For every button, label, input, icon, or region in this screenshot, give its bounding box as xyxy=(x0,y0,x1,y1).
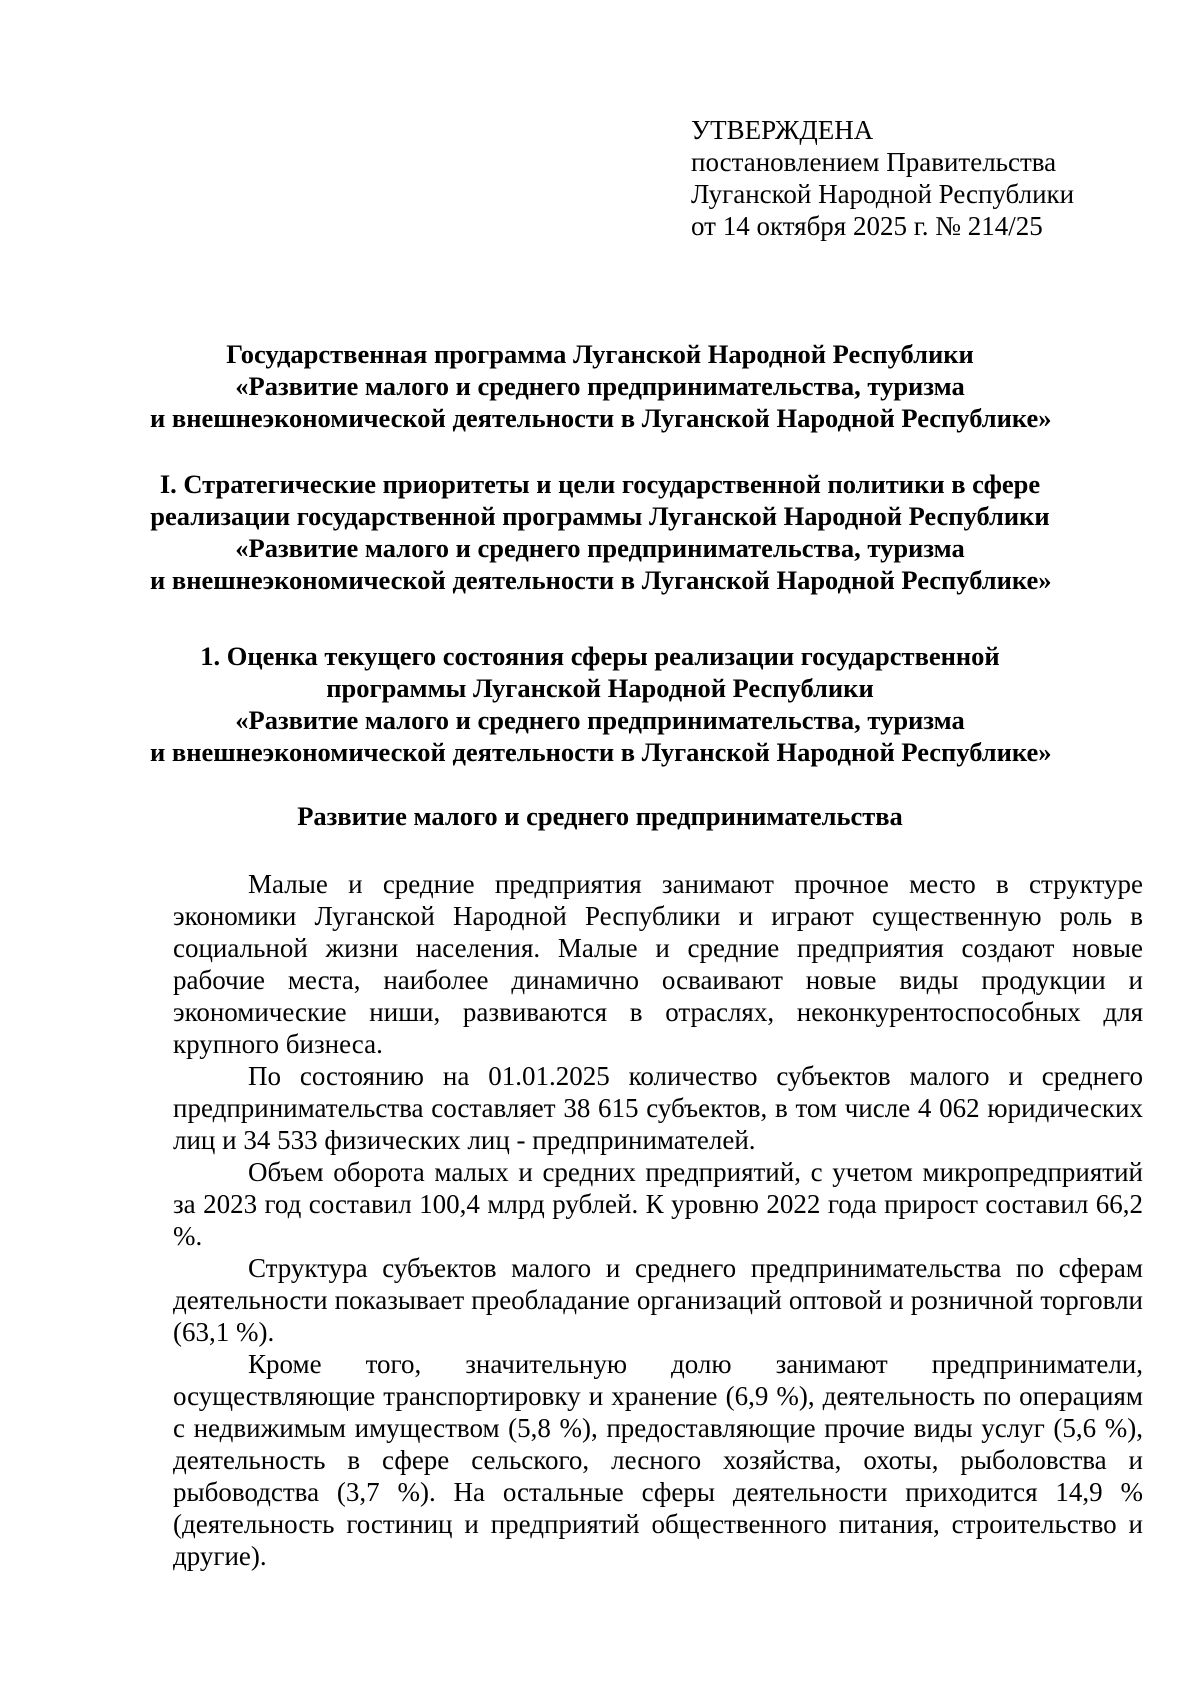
approval-issuer-line: Луганской Народной Республики xyxy=(691,179,1075,209)
program-title xyxy=(150,338,1050,434)
approval-issuer-line: постановлением Правительства xyxy=(691,147,1057,177)
subsection-heading xyxy=(150,640,1050,768)
subsection-heading-line: программы Луганской Народной Республики xyxy=(326,673,874,703)
program-title-line: «Развитие малого и среднего предпринимательства, туризма xyxy=(235,371,965,401)
approval-stamp xyxy=(691,114,1074,242)
paragraph: Объем оборота малых и средних предприятий, с учетом микропредприятий за 2023 год составил 100,4 млрд рублей. К уровню 2022 года прирост составил 66,2 %. xyxy=(173,1157,1143,1251)
subsection-heading-line: 1. Оценка текущего состояния сферы реализации государственной xyxy=(200,641,1000,671)
section-heading-line: реализации государственной программы Луганской Народной Республики xyxy=(150,501,1050,531)
topic-heading xyxy=(150,800,1050,832)
paragraph: Кроме того, значительную долю занимают предприниматели, осуществляющие транспортировку и хранение (6,9 %), деятельность по операциям с недвижимым имуществом (5,8 %), предоставляющие прочие виды услуг (5,6 %), деятельность в сфере сельского, лесного хозяйства, охоты, рыболовства и рыбоводства (3,7 %). На остальные сферы деятельности приходится 14,9 % (деятельность гостиниц и предприятий общественного питания, строительство и другие). xyxy=(173,1349,1143,1571)
program-title-line: Государственная программа Луганской Народной Республики xyxy=(226,339,974,369)
approval-status: УТВЕРЖДЕНА xyxy=(691,115,874,145)
subsection-heading-line: и внешнеэкономической деятельности в Луганской Народной Республике» xyxy=(150,737,1052,767)
section-heading-line: и внешнеэкономической деятельности в Луганской Народной Республике» xyxy=(150,565,1052,595)
subsection-heading-line: «Развитие малого и среднего предпринимательства, туризма xyxy=(235,705,965,735)
paragraph: По состоянию на 01.01.2025 количество субъектов малого и среднего предпринимательства составляет 38 615 субъектов, в том числе 4 062 юридических лиц и 34 533 физических лиц - предпринимателей. xyxy=(173,1061,1143,1155)
program-title-line: и внешнеэкономической деятельности в Луганской Народной Республике» xyxy=(150,403,1052,433)
section-heading xyxy=(150,468,1050,596)
paragraph: Структура субъектов малого и среднего предпринимательства по сферам деятельности показывает преобладание организаций оптовой и розничной торговли (63,1 %). xyxy=(173,1253,1143,1347)
paragraph: Малые и средние предприятия занимают прочное место в структуре экономики Луганской Народной Республики и играют существенную роль в социальной жизни населения. Малые и средние предприятия создают новые рабочие места, наиболее динамично осваивают новые виды продукции и экономические ниши, развиваются в отраслях, неконкурентоспособных для крупного бизнеса. xyxy=(173,869,1143,1059)
section-heading-line: I. Стратегические приоритеты и цели государственной политики в сфере xyxy=(159,469,1041,499)
section-heading-line: «Развитие малого и среднего предпринимательства, туризма xyxy=(235,533,965,563)
body-text xyxy=(173,868,1143,1572)
topic-heading-text: Развитие малого и среднего предпринимательства xyxy=(297,801,903,831)
approval-date-number: от 14 октября 2025 г. № 214/25 xyxy=(691,211,1043,241)
